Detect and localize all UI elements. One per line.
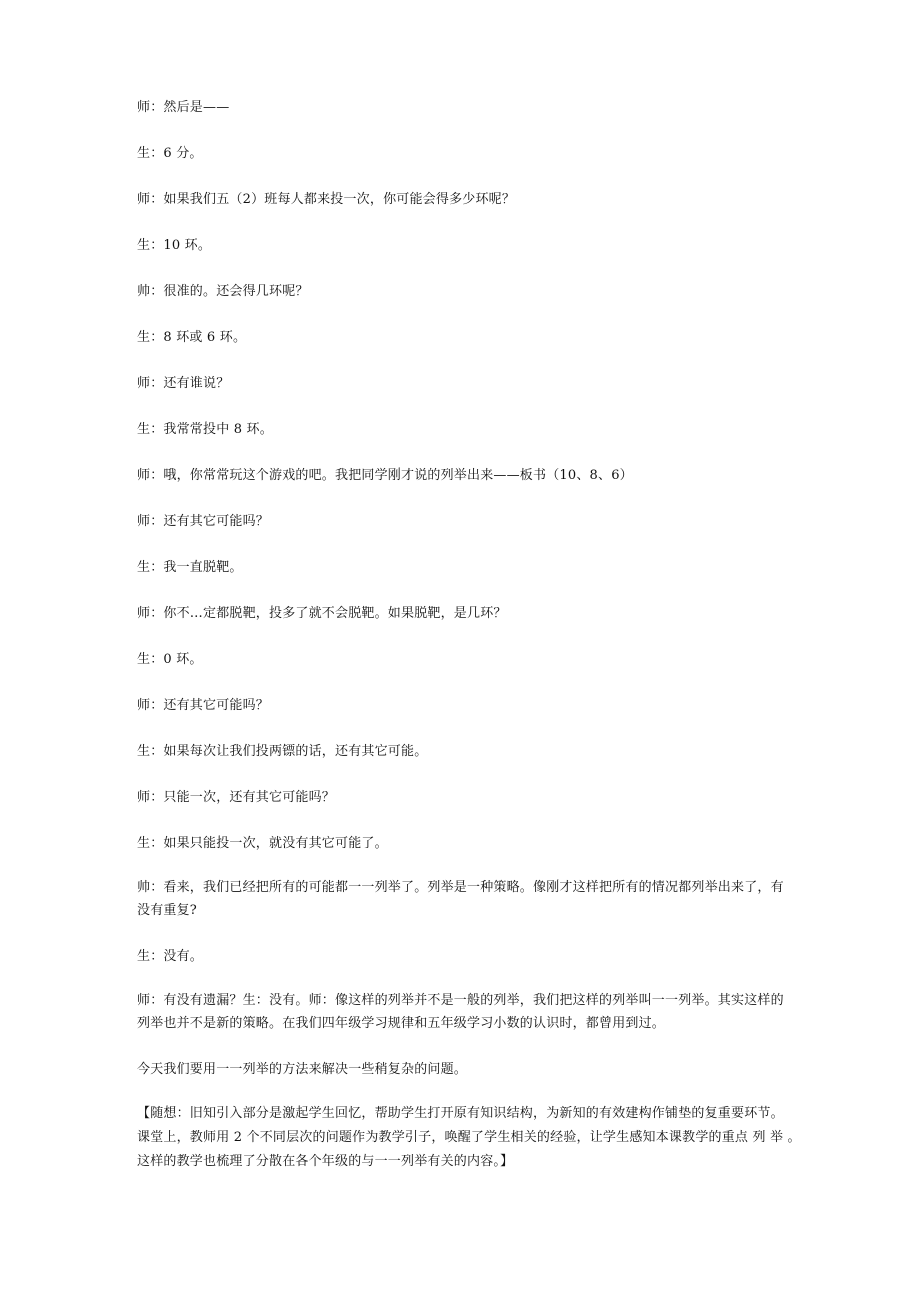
dialogue-line: 生：如果只能投一次，就没有其它可能了。 — [137, 836, 388, 851]
paragraph-line: 师：有没有遗漏？生：没有。师：像这样的列举并不是一般的列举，我们把这样的列举叫一一列举。其实这样的 — [137, 993, 784, 1008]
reflection-note — [137, 1102, 801, 1174]
teacher-explanation-paragraph — [137, 989, 797, 1035]
lesson-intro-line: 今天我们要用一一列举的方法来解决一些稍复杂的问题。 — [137, 1062, 468, 1077]
dialogue-line: 生：6 分。 — [137, 146, 203, 161]
dialogue-line: 生：没有。 — [137, 949, 204, 964]
dialogue-line: 师：哦，你常常玩这个游戏的吧。我把同学刚才说的列举出来——板书（10、8、6） — [137, 468, 633, 483]
dialogue-line: 帅：很准的。还会得几环呢？ — [137, 284, 309, 299]
dialogue-line: 师：然后是—— — [137, 100, 230, 115]
dialogue-line: 生：我常常投中 8 环。 — [137, 422, 273, 437]
reflection-line: 【随想：旧知引入部分是激起学生回忆，帮助学生打开原有知识结构，为新知的有效建构作铺垫的复重要环节。 — [137, 1106, 784, 1121]
dialogue-line: 师：你不…定都脱靶，投多了就不会脱靶。如果脱靶，是几环？ — [137, 606, 507, 621]
dialogue-line: 生：如果每次让我们投两镖的话，还有其它可能。 — [137, 744, 428, 759]
paragraph-line: 帅：看来，我们已经把所有的可能都一一列举了。列举是一种策略。像刚才这样把所有的情况都列举出来了，有 — [137, 880, 784, 895]
reflection-line: 课堂上，教师用 2 个不同层次的问题作为教学引子，唤醒了学生相关的经验，让学生感知本课教学的重点 列 举 。 — [137, 1130, 801, 1145]
dialogue-line: 师：如果我们五（2）班每人都来投一次，你可能会得多少环呢？ — [137, 192, 516, 207]
dialogue-line: 生：10 环。 — [137, 238, 212, 253]
dialogue-line: 生：我一直脱靶。 — [137, 560, 243, 575]
paragraph-line: 没有重复? — [137, 903, 197, 918]
teacher-summary-paragraph — [137, 876, 797, 922]
paragraph-line: 列举也并不是新的策略。在我们四年级学习规律和五年级学习小数的认识时，都曾用到过。 — [137, 1016, 666, 1031]
dialogue-line: 生：8 环或 6 环。 — [137, 330, 247, 345]
dialogue-line: 生：0 环。 — [137, 652, 203, 667]
dialogue-line: 师：还有谁说？ — [137, 376, 230, 391]
reflection-line: 这样的教学也梳理了分散在各个年级的与一一列举有关的内容。】 — [137, 1154, 514, 1169]
dialogue-line: 师：只能一次，还有其它可能吗？ — [137, 790, 336, 805]
dialogue-line: 师：还有其它可能吗？ — [137, 698, 270, 713]
dialogue-line: 师：还有其它可能吗？ — [137, 514, 270, 529]
